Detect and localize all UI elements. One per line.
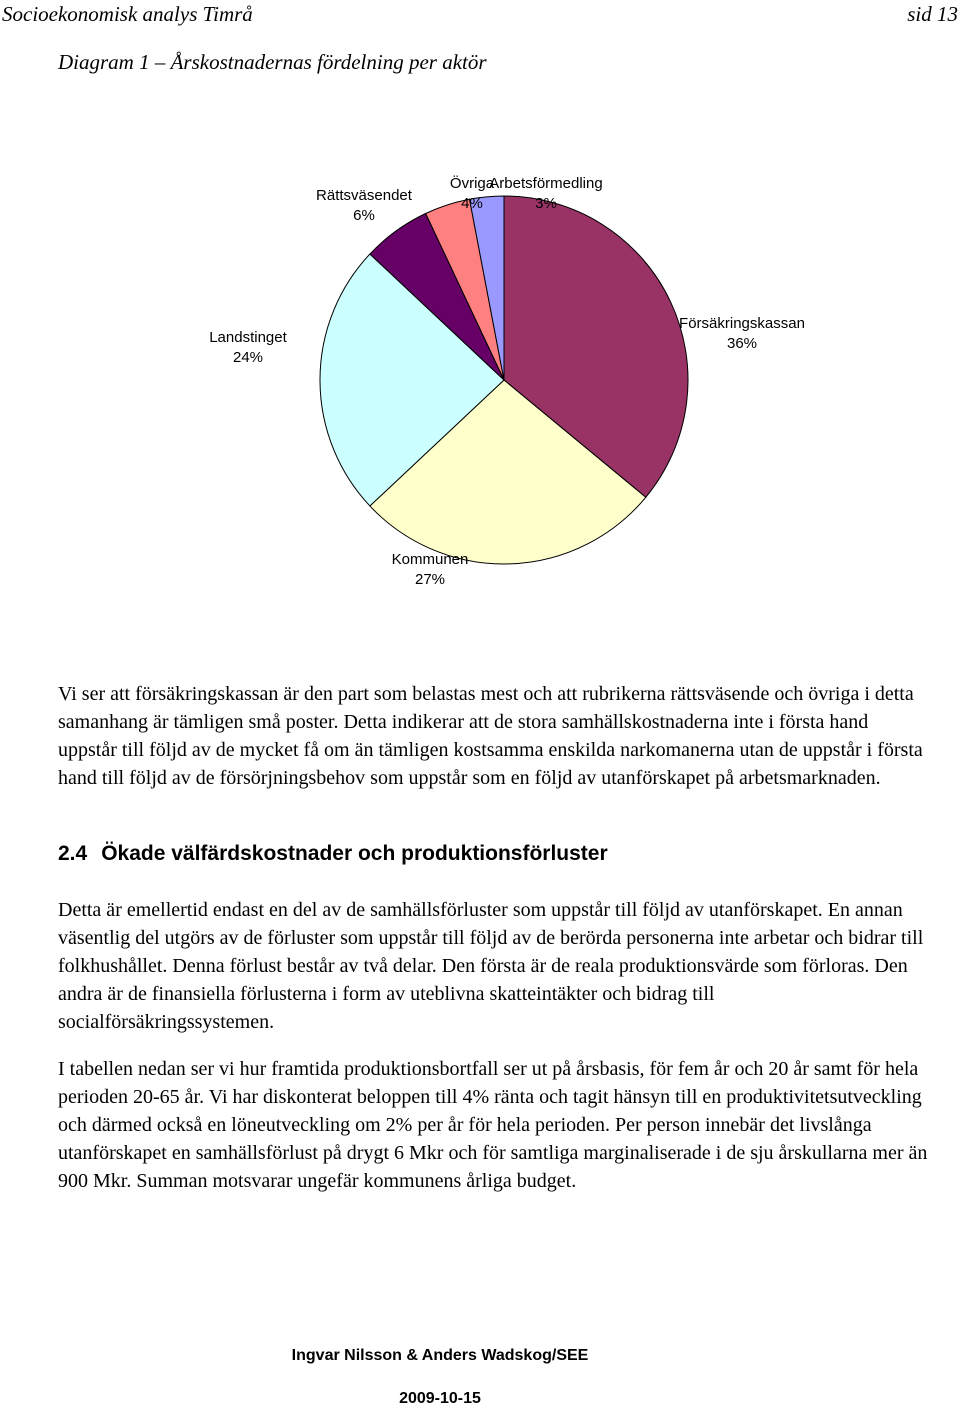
pie-label-name: Rättsväsendet <box>316 187 412 204</box>
footer-authors: Ingvar Nilsson & Anders Wadskog/SEE <box>291 1347 589 1364</box>
pie-label-percent: 3% <box>535 195 557 212</box>
paragraph-table-intro: I tabellen nedan ser vi hur framtida produktionsbortfall ser ut på årsbasis, för fem år och 20 år samt för hela perioden 20-65 år. Vi har diskonterat beloppen till 4% ränta och tagit hänsyn till en produktivitetsutveckling och därmed också en löneutveckling om 2% per år för hela perioden. Per person innebär det livslånga utanförskapet en samhällsförlust på drygt 6 Mkr och för samtliga marginaliserade i de sju årskullarna mer än 900 Mkr. Summan motsvarar ungefär kommunens årliga budget. <box>58 1058 928 1192</box>
pie-label-percent: 24% <box>232 349 264 366</box>
section-number: 2.4 <box>58 842 88 865</box>
paragraph-analysis: Vi ser att försäkringskassan är den part som belastas mest och att rubrikerna rättsväsende och övriga i detta samanhang är tämligen små poster. Detta indikerar att de stora samhällskostnaderna inte i första hand uppstår till följd av de mycket få om än tämligen kostsamma enskilda narkomanerna utan de uppstår i första hand till följd av de försörjningsbehov som uppstår som en följd av utanförskapet på arbetsmarknaden. <box>58 683 923 789</box>
pie-label-name: Kommunen <box>391 551 469 568</box>
pie-label-percent: 6% <box>353 207 375 224</box>
pie-label-percent: 27% <box>414 571 446 588</box>
pie-label-name: Arbetsförmedling <box>489 175 603 192</box>
pie-slices <box>320 196 688 564</box>
pie-label-name: Övriga <box>449 175 495 192</box>
section-heading <box>58 842 608 866</box>
pie-chart <box>0 150 960 610</box>
chart-caption: Diagram 1 – Årskostnadernas fördelning per aktör <box>58 50 487 74</box>
section-title: Ökade välfärdskostnader och produktionsförluster <box>101 842 608 865</box>
pie-label-percent: 36% <box>726 335 758 352</box>
header-page-number: sid 13 <box>907 2 958 26</box>
footer-date: 2009-10-15 <box>399 1390 481 1407</box>
header-document-title: Socioekonomisk analys Timrå <box>2 2 253 26</box>
pie-label-percent: 4% <box>461 195 483 212</box>
pie-label-name: Försäkringskassan <box>679 315 805 332</box>
pie-label-name: Landstinget <box>209 329 287 346</box>
paragraph-production-losses: Detta är emellertid endast en del av de samhällsförluster som uppstår till följd av utanförskapet. En annan väsentlig del utgörs av de förluster som uppstår till följd av de berörda personerna inte arbetar och bidrar till folkhushållet. Denna förlust består av två delar. Den första är de reala produktionsvärde som förloras. Den andra är de finansiella förlusterna i form av uteblivna skatteintäkter och bidrag till socialförsäkringssystemen. <box>58 899 924 1033</box>
